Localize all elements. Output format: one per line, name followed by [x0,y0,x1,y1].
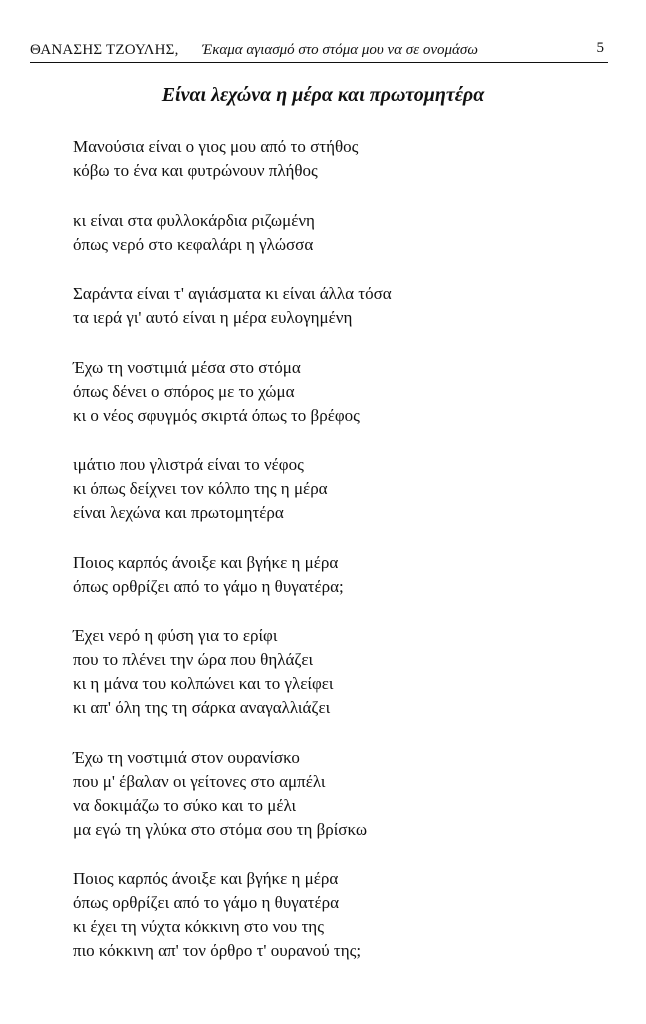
poem-line: να δοκιμάζω το σύκο και το μέλι [73,795,297,815]
poem-body [73,135,613,989]
poem-line: κόβω το ένα και φυτρώνουν πλήθος [73,161,318,180]
poem-stanza [73,551,613,599]
header-author: ΘΑΝΑΣΗΣ ΤΖΟΥΛΗΣ, [30,42,179,58]
poem-line: κι ο νέος σφυγμός σκιρτά όπως το βρέφος [73,405,360,425]
poem-line: Ποιος καρπός άνοιξε και βγήκε η μέρα [73,869,339,888]
poem-stanza [73,356,613,428]
poem-stanza [73,135,613,183]
poem-line: είναι λεχώνα και πρωτομητέρα [73,503,284,522]
poem-stanza [73,282,613,330]
poem-line: όπως δένει ο σπόρος με το χώμα [73,381,295,401]
header-book-title: Έκαμα αγιασμό στο στόμα μου να σε ονομάσω [202,42,478,58]
poem-line: που το πλένει την ώρα που θηλάζει [73,650,314,669]
poem-line: Έχει νερό η φύση για το ερίφι [73,626,278,645]
poem-line: μα εγώ τη γλύκα στο στόμα σου τη βρίσκω [73,819,368,839]
header-rule [30,62,608,63]
poem-title: Είναι λεχώνα η μέρα και πρωτομητέρα [161,84,485,106]
poem-line: Ποιος καρπός άνοιξε και βγήκε η μέρα [73,552,339,572]
poem-stanza [73,624,613,720]
poem-line: όπως ορθρίζει από το γάμο η θυγατέρα [73,893,340,912]
poem-line: Έχω τη νοστιμιά στον ουρανίσκο [73,747,300,767]
poem-line: όπως ορθρίζει από το γάμο η θυγατέρα; [73,576,344,596]
poem-stanza [73,746,613,842]
poem-line: κι η μάνα του κολπώνει και το γλείφει [73,674,334,693]
poem-line: Σαράντα είναι τ' αγιάσματα κι είναι άλλα τόσα [73,284,392,303]
poem-line: κι είναι στα φυλλοκάρδια ριζωμένη [73,210,315,230]
poem-line: κι όπως δείχνει τον κόλπο της η μέρα [73,479,328,498]
poem-line: Έχω τη νοστιμιά μέσα στο στόμα [73,357,301,377]
poem-line: που μ' έβαλαν οι γείτονες στο αμπέλι [73,771,326,791]
poem-line: τα ιερά γι' αυτό είναι η μέρα ευλογημένη [73,308,353,327]
running-header [30,40,608,62]
poem-stanza [73,453,613,525]
poem-line: Μανούσια είναι ο γιος μου από το στήθος [73,137,359,156]
poem-line: πιο κόκκινη απ' τον όρθρο τ' ουρανού της; [73,941,362,960]
poem-stanza [73,867,613,963]
poem-line: κι απ' όλη της τη σάρκα αναγαλλιάζει [73,698,331,717]
poem-line: όπως νερό στο κεφαλάρι η γλώσσα [73,234,314,254]
page-number: 5 [596,40,604,56]
poem-stanza [73,209,613,257]
poem-line: ιμάτιο που γλιστρά είναι το νέφος [73,455,304,474]
poem-line: κι έχει τη νύχτα κόκκινη στο νου της [73,917,324,936]
